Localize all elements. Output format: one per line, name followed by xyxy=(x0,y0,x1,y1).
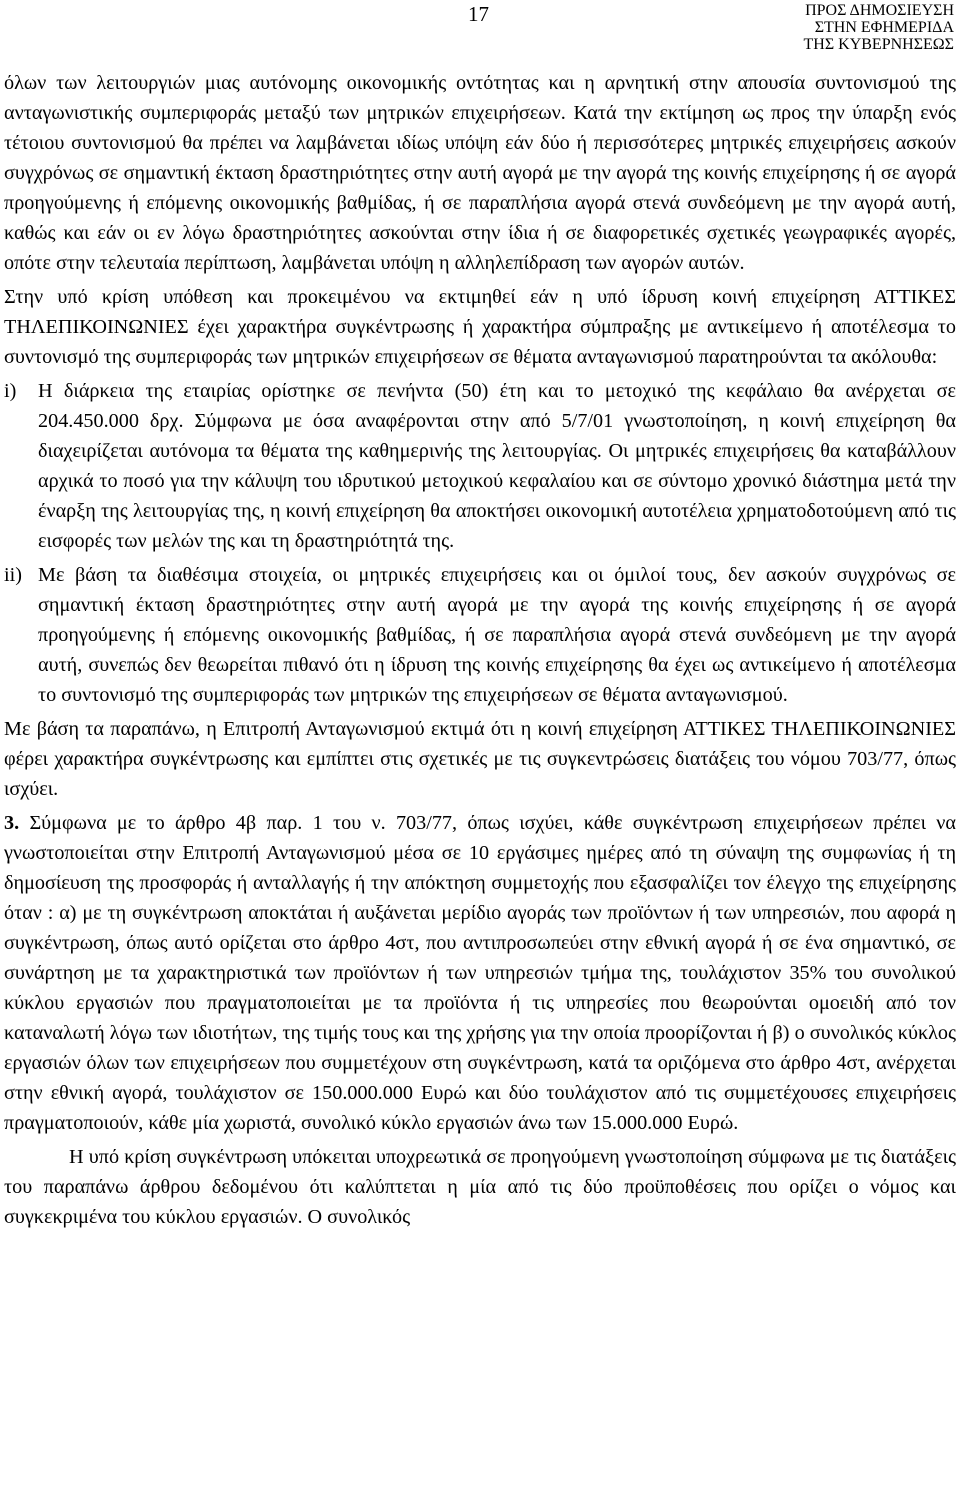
paragraph-case-assessment: Στην υπό κρίση υπόθεση και προκειμένου να εκτιμηθεί εάν η υπό ίδρυση κοινή επιχείρηση ΑΤΤΙΚΕΣ ΤΗΛΕΠΙΚΟΙΝΩΝΙΕΣ έχει χαρακτήρα συγκέντρωσης ή χαρακτήρα σύμπραξης με αντικείμενο ή αποτέλεσμα το συντονισμό της συμπεριφοράς των μητρικών επιχειρήσεων σε θέματα ανταγωνισμού παρατηρούνται τα ακόλουθα: xyxy=(4,286,956,368)
paragraph-conclusion: Με βάση τα παραπάνω, η Επιτροπή Ανταγωνισμού εκτιμά ότι η κοινή επιχείρηση ΑΤΤΙΚΕΣ ΤΗΛΕΠΙΚΟΙΝΩΝΙΕΣ φέρει χαρακτήρα συγκέντρωσης και εμπίπτει στις σχετικές με τις συγκεντρώσεις διατάξεις του νόμου 703/77, όπως ισχύει. xyxy=(4,718,956,800)
stamp-line-1: ΠΡΟΣ ΔΗΜΟΣΙΕΥΣΗ xyxy=(805,2,954,19)
list-item-ii-text: Με βάση τα διαθέσιμα στοιχεία, οι μητρικές επιχειρήσεις και οι όμιλοί τους, δεν ασκούν συγχρόνως σε σημαντική έκταση δραστηριότητες στην αυτή αγορά με την αγορά της κοινής επιχείρησης ή σε αγορά προηγούμενης ή επόμενης οικονομικής βαθμίδας, ή σε παραπλήσια αγορά στενά συνδεόμενη με την αγορά αυτή, συνεπώς δεν θεωρείται πιθανό ότι η ίδρυση της κοινής επιχείρησης θα έχει ως αντικείμενο ή αποτέλεσμα το συντονισμό της συμπεριφοράς των μητρικών της επιχειρήσεων σε θέματα ανταγωνισμού. xyxy=(38,564,956,706)
list-marker-ii: ii) xyxy=(4,564,22,586)
section-3-text: Σύμφωνα με το άρθρο 4β παρ. 1 του ν. 703/77, όπως ισχύει, κάθε συγκέντρωση επιχειρήσεων πρέπει να γνωστοποιείται στην Επιτροπή Ανταγωνισμού μέσα σε 10 εργάσιμες ημέρες από τη σύναψη της συμφωνίας ή τη δημοσίευση της προσφοράς ή ανταλλαγής ή την απόκτηση συμμετοχής που εξασφαλίζει τον έλεγχο της επιχείρησης όταν : α) με τη συγκέντρωση αποκτάται ή αυξάνεται μερίδιο αγοράς των προϊόντων ή των υπηρεσιών, που αφορά η συγκέντρωση, όπως αυτό ορίζεται στο άρθρο 4στ, που αντιπροσωπεύει στην εθνική αγορά ή σε ένα σημαντικό, σε συνάρτηση με τα χαρακτηριστικά των προϊόντων ή των υπηρεσιών τμήμα της, τουλάχιστον 35% του συνολικού κύκλου εργασιών που πραγματοποιείται με τα προϊόντα ή τις υπηρεσίες που θεωρούνται ομοειδή από τον καταναλωτή λόγω των ιδιοτήτων, της τιμής τους και της χρήσης για την οποία προορίζονται ή β) ο συνολικός κύκλος εργασιών όλων των επιχειρήσεων που συμμετέχουν στη συγκέντρωση, κατά τα οριζόμενα στο άρθρο 4στ, ανέρχεται στην εθνική αγορά, τουλάχιστον σε 150.000.000 Ευρώ και δύο τουλάχιστον από τις συμμετέχουσες επιχειρήσεις πραγματοποιούν, κάθε μία χωριστά, συνολικό κύκλο εργασιών άνω των 15.000.000 Ευρώ. xyxy=(4,812,957,1134)
list-item-i-text: Η διάρκεια της εταιρίας ορίστηκε σε πενήντα (50) έτη και το μετοχικό της κεφάλαιο θα ανέρχεται σε 204.450.000 δρχ. Σύμφωνα με όσα αναφέρονται στην από 5/7/01 γνωστοποίηση, η κοινή επιχείρηση θα διαχειρίζεται αυτόνομα τα θέματα της καθημερινής της λειτουργίας. Οι μητρικές επιχειρήσεις θα καταβάλλουν αρχικά το ποσό για την κάλυψη του ιδρυτικού μετοχικού κεφαλαίου και σε σύντομο χρονικό διάστημα μετά την έναρξη της λειτουργίας της, η κοινή επιχείρηση θα αποκτήσει οικονομική αυτοτέλεια χρηματοδοτούμενη από τις εισφορές των μελών της και τη δραστηριότητά της. xyxy=(38,380,956,552)
section-number: 3. xyxy=(4,812,20,834)
paragraph-coordination-criteria: όλων των λειτουργιών μιας αυτόνομης οικονομικής οντότητας και η αρνητική στην απουσία συντονισμού της ανταγωνιστικής συμπεριφοράς μεταξύ των μητρικών επιχειρήσεων. Κατά την εκτίμηση ως προς την ύπαρξη ενός τέτοιου συντονισμού θα πρέπει να λαμβάνεται ιδίως υπόψη εάν δύο ή περισσότερες μητρικές επιχειρήσεις ασκούν συγχρόνως σε σημαντική έκταση δραστηριότητες στην αυτή αγορά με την αγορά της κοινής επιχείρησης ή σε αγορά προηγούμενης ή επόμενης οικονομικής βαθμίδας, ή σε παραπλήσια αγορά στενά συνδεόμενη με την αγορά αυτή, καθώς και εάν οι εν λόγω δραστηριότητες ασκούνται στην ίδια ή σε διαφορετικές σχετικές γεωγραφικές αγορές, οπότε στην τελευταία περίπτωση, λαμβάνεται υπόψη η αλληλεπίδραση των αγορών αυτών. xyxy=(4,72,956,274)
document-body xyxy=(4,68,956,1232)
list-item-ii xyxy=(4,560,956,710)
paragraph-notification-requirement: Η υπό κρίση συγκέντρωση υπόκειται υποχρεωτικά σε προηγούμενη γνωστοποίηση σύμφωνα με τις διατάξεις του παραπάνω άρθρου δεδομένου ότι καλύπτεται η μία από τις δύο προϋποθέσεις που ορίζει ο νόμος και συγκεκριμένα του κύκλου εργασιών. Ο συνολικός xyxy=(4,1146,956,1228)
list-marker-i: i) xyxy=(4,380,17,402)
list-item-i xyxy=(4,376,956,556)
page-number: 17 xyxy=(468,2,489,26)
stamp-line-3: ΤΗΣ ΚΥΒΕΡΝΗΣΕΩΣ xyxy=(803,36,954,53)
paragraph-section-3 xyxy=(4,808,956,1138)
stamp-line-2: ΣΤΗΝ ΕΦΗΜΕΡΙΔΑ xyxy=(814,19,954,36)
publication-stamp xyxy=(804,2,955,53)
